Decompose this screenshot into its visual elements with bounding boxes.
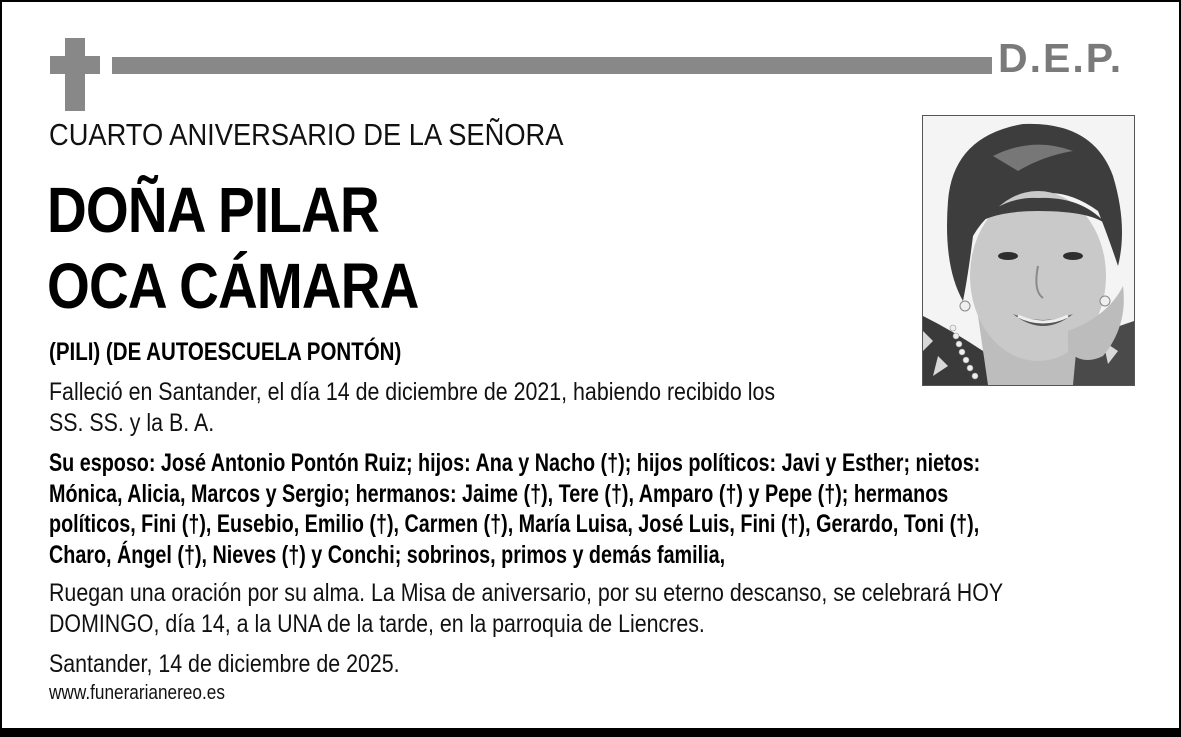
deceased-name-line2: OCA CÁMARA bbox=[47, 250, 419, 322]
dep-label: D.E.P. bbox=[998, 35, 1124, 81]
website-link[interactable]: www.funerarianereo.es bbox=[49, 682, 225, 704]
death-notice-line: SS. SS. y la B. A. bbox=[49, 409, 215, 437]
header-rule bbox=[112, 57, 992, 74]
deceased-alias: (PILI) (DE AUTOESCUELA PONTÓN) bbox=[49, 338, 402, 366]
death-notice-line: Falleció en Santander, el día 14 de diciembre de 2021, habiendo recibido los bbox=[49, 378, 776, 406]
portrait-photo bbox=[922, 115, 1135, 386]
family-line: Mónica, Alicia, Marcos y Sergio; hermanos: Jaime (†), Tere (†), Amparo (†) y Pepe (†); hermanos bbox=[49, 479, 949, 508]
cross-icon-arm bbox=[50, 56, 100, 74]
mass-announcement bbox=[49, 578, 1003, 640]
anniversary-subtitle: CUARTO ANIVERSARIO DE LA SEÑORA bbox=[49, 117, 564, 152]
family-line: políticos, Fini (†), Eusebio, Emilio (†), Carmen (†), María Luisa, José Luis, Fini (†), Gerardo, Toni (†), bbox=[49, 510, 980, 538]
bottom-border bbox=[0, 728, 1181, 737]
dateline: Santander, 14 de diciembre de 2025. bbox=[49, 650, 400, 678]
family-list bbox=[49, 448, 980, 570]
mass-line: DOMINGO, día 14, a la UNA de la tarde, en la parroquia de Liencres. bbox=[49, 610, 705, 638]
portrait-image bbox=[923, 116, 1134, 385]
mass-line: Ruegan una oración por su alma. La Misa de aniversario, por su eterno descanso, se celebrará HOY bbox=[49, 579, 1004, 607]
death-notice bbox=[49, 377, 775, 439]
deceased-name-line1: DOÑA PILAR bbox=[47, 174, 379, 246]
family-line: Su esposo: José Antonio Pontón Ruiz; hijos: Ana y Nacho (†); hijos políticos: Javi y Esther; nietos: bbox=[49, 449, 981, 477]
family-line: Charo, Ángel (†), Nieves (†) y Conchi; sobrinos, primos y demás familia, bbox=[49, 540, 726, 569]
cross-icon bbox=[65, 38, 85, 111]
